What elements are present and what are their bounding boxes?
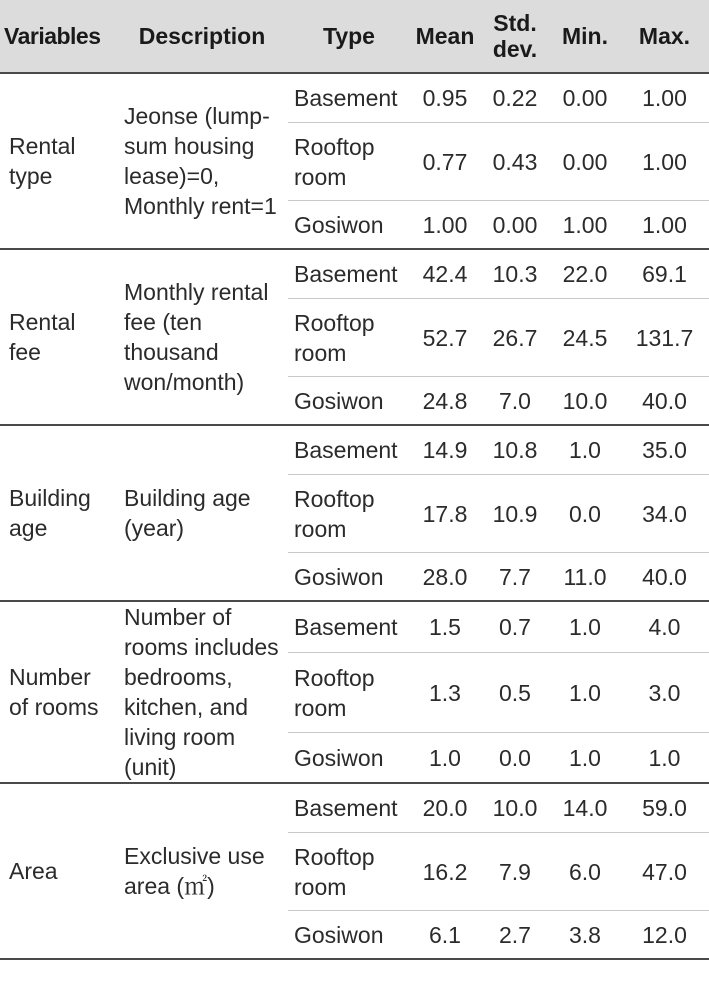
mean-cell: 14.9 [410, 425, 480, 475]
min-cell: 1.00 [550, 201, 620, 250]
mean-cell: 52.7 [410, 299, 480, 377]
max-cell: 59.0 [620, 783, 709, 833]
min-cell: 0.0 [550, 475, 620, 553]
min-cell: 10.0 [550, 377, 620, 426]
min-cell: 1.0 [550, 425, 620, 475]
mean-cell: 6.1 [410, 911, 480, 960]
max-cell: 3.0 [620, 652, 709, 733]
table-row [0, 249, 709, 299]
type-cell: Basement [288, 73, 410, 123]
type-cell: Rooftop room [288, 833, 410, 911]
min-cell: 11.0 [550, 553, 620, 602]
mean-cell: 20.0 [410, 783, 480, 833]
type-cell: Rooftop room [288, 299, 410, 377]
variable-cell: Rental type [0, 73, 116, 249]
table-row [0, 601, 709, 652]
type-cell: Gosiwon [288, 733, 410, 783]
mean-cell: 0.77 [410, 123, 480, 201]
header-mean: Mean [410, 0, 480, 73]
header-min: Min. [550, 0, 620, 73]
std-dev-cell: 7.7 [480, 553, 550, 602]
table-header [0, 0, 709, 73]
description-cell: Number of rooms includes bedrooms, kitchen, and living room (unit) [116, 601, 288, 783]
type-cell: Basement [288, 249, 410, 299]
mean-cell: 1.3 [410, 652, 480, 733]
table-row [0, 783, 709, 833]
max-cell: 1.00 [620, 73, 709, 123]
table-body [0, 73, 709, 959]
max-cell: 47.0 [620, 833, 709, 911]
max-cell: 1.0 [620, 733, 709, 783]
type-cell: Rooftop room [288, 652, 410, 733]
description-cell: Building age (year) [116, 425, 288, 601]
std-dev-cell: 7.9 [480, 833, 550, 911]
std-dev-cell: 0.22 [480, 73, 550, 123]
description-cell: Jeonse (lump-sum housing lease)=0, Monthly rent=1 [116, 73, 288, 249]
type-cell: Gosiwon [288, 201, 410, 250]
variable-cell: Building age [0, 425, 116, 601]
mean-cell: 1.5 [410, 601, 480, 652]
variable-cell: Rental fee [0, 249, 116, 425]
type-cell: Rooftop room [288, 475, 410, 553]
min-cell: 1.0 [550, 601, 620, 652]
type-cell: Rooftop room [288, 123, 410, 201]
min-cell: 6.0 [550, 833, 620, 911]
std-dev-cell: 26.7 [480, 299, 550, 377]
min-cell: 14.0 [550, 783, 620, 833]
max-cell: 69.1 [620, 249, 709, 299]
type-cell: Basement [288, 425, 410, 475]
mean-cell: 0.95 [410, 73, 480, 123]
std-dev-cell: 0.00 [480, 201, 550, 250]
type-cell: Gosiwon [288, 911, 410, 960]
header-description: Description [116, 0, 288, 73]
std-dev-cell: 10.0 [480, 783, 550, 833]
mean-cell: 24.8 [410, 377, 480, 426]
header-max: Max. [620, 0, 709, 73]
min-cell: 0.00 [550, 123, 620, 201]
std-dev-cell: 0.7 [480, 601, 550, 652]
std-dev-cell: 0.5 [480, 652, 550, 733]
min-cell: 1.0 [550, 652, 620, 733]
variable-cell: Number of rooms [0, 601, 116, 783]
header-std-dev: Std. dev. [480, 0, 550, 73]
max-cell: 35.0 [620, 425, 709, 475]
max-cell: 4.0 [620, 601, 709, 652]
mean-cell: 28.0 [410, 553, 480, 602]
std-dev-cell: 0.0 [480, 733, 550, 783]
type-cell: Gosiwon [288, 553, 410, 602]
min-cell: 3.8 [550, 911, 620, 960]
header-row [0, 0, 709, 73]
min-cell: 0.00 [550, 73, 620, 123]
max-cell: 12.0 [620, 911, 709, 960]
mean-cell: 17.8 [410, 475, 480, 553]
max-cell: 40.0 [620, 377, 709, 426]
table-row [0, 73, 709, 123]
min-cell: 1.0 [550, 733, 620, 783]
min-cell: 22.0 [550, 249, 620, 299]
mean-cell: 1.0 [410, 733, 480, 783]
std-dev-cell: 7.0 [480, 377, 550, 426]
std-dev-cell: 2.7 [480, 911, 550, 960]
max-cell: 131.7 [620, 299, 709, 377]
max-cell: 1.00 [620, 201, 709, 250]
std-dev-cell: 10.8 [480, 425, 550, 475]
mean-cell: 16.2 [410, 833, 480, 911]
mean-cell: 42.4 [410, 249, 480, 299]
max-cell: 40.0 [620, 553, 709, 602]
std-dev-cell: 10.3 [480, 249, 550, 299]
type-cell: Basement [288, 783, 410, 833]
type-cell: Basement [288, 601, 410, 652]
variable-cell: Area [0, 783, 116, 959]
header-variables: Variables [0, 0, 116, 73]
mean-cell: 1.00 [410, 201, 480, 250]
std-dev-cell: 0.43 [480, 123, 550, 201]
max-cell: 34.0 [620, 475, 709, 553]
std-dev-cell: 10.9 [480, 475, 550, 553]
table-row [0, 425, 709, 475]
max-cell: 1.00 [620, 123, 709, 201]
description-cell: Monthly rental fee (ten thousand won/month) [116, 249, 288, 425]
header-type: Type [288, 0, 410, 73]
min-cell: 24.5 [550, 299, 620, 377]
type-cell: Gosiwon [288, 377, 410, 426]
description-cell: Exclusive use area (㎡) [116, 783, 288, 959]
